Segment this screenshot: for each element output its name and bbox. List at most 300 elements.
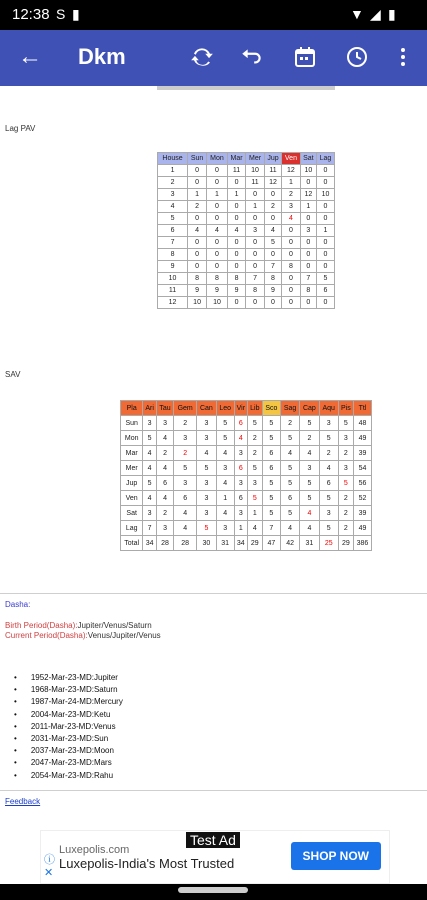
table-cell: 4 xyxy=(234,431,247,446)
table-cell: 5 xyxy=(319,431,338,446)
table-cell: 4 xyxy=(143,461,157,476)
table-cell: 1 xyxy=(246,201,264,213)
column-header: Gem xyxy=(174,401,197,416)
table-cell: 12 xyxy=(158,297,188,309)
table-cell: 5 xyxy=(247,491,262,506)
dasha-period-list xyxy=(14,672,123,782)
table-row xyxy=(121,521,372,536)
column-header: Vir xyxy=(234,401,247,416)
column-header: Aqu xyxy=(319,401,338,416)
table-cell: 4 xyxy=(216,476,234,491)
table-cell: 4 xyxy=(156,491,173,506)
table-cell: 3 xyxy=(300,225,316,237)
table-cell: 3 xyxy=(216,521,234,536)
table-cell: 0 xyxy=(207,237,228,249)
table-cell: 0 xyxy=(300,237,316,249)
column-header: Sag xyxy=(281,401,300,416)
table-row xyxy=(158,273,335,285)
table-cell: 2 xyxy=(338,446,353,461)
table-cell: 0 xyxy=(207,213,228,225)
table-cell: 10 xyxy=(207,297,228,309)
table-cell: 3 xyxy=(319,416,338,431)
table-cell: 3 xyxy=(197,506,217,521)
table-cell: 8 xyxy=(158,249,188,261)
table-cell: 6 xyxy=(234,416,247,431)
table-cell: Mar xyxy=(121,446,143,461)
signal-icon: ◢ xyxy=(370,6,381,22)
table-cell: 5 xyxy=(247,416,262,431)
table-cell: 2 xyxy=(247,431,262,446)
table-cell: 5 xyxy=(262,431,280,446)
test-ad-badge: Test Ad xyxy=(186,832,240,848)
table-cell: Sat xyxy=(121,506,143,521)
shop-now-button[interactable]: SHOP NOW xyxy=(291,842,381,870)
current-period xyxy=(5,631,161,640)
list-item: • 2031-Mar-23-MD:Sun xyxy=(14,733,123,745)
table-cell: 9 xyxy=(227,285,245,297)
table-cell: 0 xyxy=(316,213,334,225)
table-cell: 4 xyxy=(156,461,173,476)
table-cell: 42 xyxy=(281,536,300,551)
table-cell: 4 xyxy=(197,446,217,461)
ad-banner[interactable] xyxy=(40,830,390,884)
column-header: Pis xyxy=(338,401,353,416)
table-row xyxy=(121,536,372,551)
table-cell: 5 xyxy=(174,461,197,476)
table-cell: 10 xyxy=(300,165,316,177)
table-cell: 1 xyxy=(316,225,334,237)
table-cell: 0 xyxy=(227,213,245,225)
column-header: Sat xyxy=(300,153,316,165)
table-cell: 5 xyxy=(316,273,334,285)
table-cell: 10 xyxy=(316,189,334,201)
battery-icon: ▮ xyxy=(388,6,396,22)
column-header: Leo xyxy=(216,401,234,416)
table-cell: 7 xyxy=(264,261,281,273)
table-cell: 4 xyxy=(216,446,234,461)
table-cell: 4 xyxy=(247,521,262,536)
table-row xyxy=(121,476,372,491)
table-cell: 56 xyxy=(353,476,371,491)
list-item: • 2004-Mar-23-MD:Ketu xyxy=(14,709,123,721)
nav-bar xyxy=(0,884,427,900)
table-cell: 7 xyxy=(300,273,316,285)
table-cell: Mer xyxy=(121,461,143,476)
ad-headline: Luxepolis-India's Most Trusted xyxy=(59,856,235,871)
table-cell: 0 xyxy=(264,189,281,201)
column-header: Jup xyxy=(264,153,281,165)
table-cell: 0 xyxy=(227,177,245,189)
table-cell: 2 xyxy=(338,506,353,521)
more-vert-icon[interactable] xyxy=(389,43,417,71)
table-cell: 4 xyxy=(281,521,300,536)
table-cell: 0 xyxy=(282,225,301,237)
table-cell: 0 xyxy=(246,249,264,261)
table-cell: 1 xyxy=(282,177,301,189)
table-cell: 5 xyxy=(281,476,300,491)
undo-icon[interactable] xyxy=(238,43,266,71)
table-cell: 0 xyxy=(282,249,301,261)
table-cell: 49 xyxy=(353,431,371,446)
table-cell: 5 xyxy=(197,521,217,536)
table-cell: 7 xyxy=(246,273,264,285)
table-cell: 30 xyxy=(197,536,217,551)
table-cell: 2 xyxy=(174,446,197,461)
sav-table xyxy=(120,400,372,551)
table-cell: 8 xyxy=(207,273,228,285)
column-header: Ven xyxy=(282,153,301,165)
table-cell: 3 xyxy=(143,506,157,521)
ad-source: Luxepolis.com xyxy=(59,844,130,856)
table-cell: 8 xyxy=(282,261,301,273)
table-cell: 3 xyxy=(300,461,320,476)
table-cell: 0 xyxy=(227,201,245,213)
table-row xyxy=(158,213,335,225)
table-cell: 3 xyxy=(234,506,247,521)
table-cell: 11 xyxy=(227,165,245,177)
column-header: Tau xyxy=(156,401,173,416)
app-bar xyxy=(0,30,427,86)
table-cell: 31 xyxy=(216,536,234,551)
table-cell: 4 xyxy=(143,446,157,461)
table-cell: 0 xyxy=(264,249,281,261)
table-cell: 0 xyxy=(227,261,245,273)
refresh-icon[interactable] xyxy=(188,43,216,71)
table-cell: 0 xyxy=(316,177,334,189)
table-cell: 0 xyxy=(282,273,301,285)
table-cell: 4 xyxy=(281,446,300,461)
table-cell: 4 xyxy=(174,521,197,536)
table-cell: 5 xyxy=(247,461,262,476)
table-cell: 0 xyxy=(207,249,228,261)
table-cell: 0 xyxy=(207,165,228,177)
table-row xyxy=(158,189,335,201)
column-header: Cap xyxy=(300,401,320,416)
table-cell: 1 xyxy=(234,521,247,536)
table-cell: 12 xyxy=(264,177,281,189)
table-cell: 3 xyxy=(143,416,157,431)
table-cell: 4 xyxy=(174,506,197,521)
table-cell: 9 xyxy=(158,261,188,273)
column-header: Mar xyxy=(227,153,245,165)
table-cell: 8 xyxy=(300,285,316,297)
table-cell: 5 xyxy=(262,506,280,521)
table-cell: 0 xyxy=(188,237,207,249)
table-cell: 3 xyxy=(246,225,264,237)
table-cell: 7 xyxy=(158,237,188,249)
table-cell: 3 xyxy=(234,476,247,491)
table-cell: 0 xyxy=(282,285,301,297)
table-cell: 2 xyxy=(158,177,188,189)
birth-period-value: Jupiter/Venus/Saturn xyxy=(77,621,152,630)
table-cell: 7 xyxy=(262,521,280,536)
table-cell: 2 xyxy=(156,506,173,521)
status-bar xyxy=(0,0,427,30)
table-cell: 0 xyxy=(207,201,228,213)
table-cell: 0 xyxy=(264,297,281,309)
table-cell: 1 xyxy=(216,491,234,506)
table-cell: 0 xyxy=(188,177,207,189)
table-cell: 5 xyxy=(216,431,234,446)
table-cell: 10 xyxy=(188,297,207,309)
sim-icon: S xyxy=(56,6,66,22)
table-cell: 2 xyxy=(300,431,320,446)
table-cell: 6 xyxy=(156,476,173,491)
table-cell: 4 xyxy=(300,506,320,521)
table-cell: 7 xyxy=(143,521,157,536)
table-cell: 1 xyxy=(207,189,228,201)
table-cell: 2 xyxy=(338,491,353,506)
table-cell: 49 xyxy=(353,521,371,536)
ad-close-icon[interactable]: ✕ xyxy=(44,867,54,879)
table-cell: 39 xyxy=(353,506,371,521)
table-cell: 0 xyxy=(207,177,228,189)
column-header: Lib xyxy=(247,401,262,416)
table-cell: 12 xyxy=(300,189,316,201)
table-cell: 0 xyxy=(188,165,207,177)
list-item: • 1968-Mar-23-MD:Saturn xyxy=(14,684,123,696)
dasha-title: Dasha: xyxy=(5,600,31,609)
table-cell: 2 xyxy=(281,416,300,431)
lag-pav-label: Lag PAV xyxy=(5,124,36,133)
table-cell: 6 xyxy=(234,461,247,476)
table-cell: Sun xyxy=(121,416,143,431)
divider xyxy=(0,790,427,791)
table-cell: 5 xyxy=(300,491,320,506)
table-cell: 2 xyxy=(264,201,281,213)
table-row xyxy=(158,297,335,309)
list-item: • 2011-Mar-23-MD:Venus xyxy=(14,721,123,733)
calendar-icon[interactable] xyxy=(291,43,319,71)
table-cell: 11 xyxy=(246,177,264,189)
table-cell: 11 xyxy=(158,285,188,297)
column-header: Sco xyxy=(262,401,280,416)
pav-table xyxy=(157,152,335,309)
list-item: • 1987-Mar-24-MD:Mercury xyxy=(14,696,123,708)
table-cell: 0 xyxy=(246,297,264,309)
table-cell: 12 xyxy=(282,165,301,177)
table-cell: 0 xyxy=(282,237,301,249)
table-cell: 3 xyxy=(156,521,173,536)
table-cell: 6 xyxy=(158,225,188,237)
table-cell: 4 xyxy=(300,521,320,536)
table-cell: 0 xyxy=(246,261,264,273)
table-cell: 0 xyxy=(188,249,207,261)
table-cell: 3 xyxy=(338,431,353,446)
table-cell: 2 xyxy=(338,521,353,536)
table-cell: 5 xyxy=(281,431,300,446)
table-cell: 47 xyxy=(262,536,280,551)
table-cell: 4 xyxy=(143,491,157,506)
table-cell: 3 xyxy=(156,416,173,431)
table-cell: 54 xyxy=(353,461,371,476)
table-cell: 0 xyxy=(246,189,264,201)
table-cell: 6 xyxy=(316,285,334,297)
table-cell: 6 xyxy=(174,491,197,506)
table-cell: 5 xyxy=(300,416,320,431)
table-row xyxy=(121,491,372,506)
table-cell: 2 xyxy=(174,416,197,431)
table-cell: 5 xyxy=(197,461,217,476)
table-cell: 386 xyxy=(353,536,371,551)
table-cell: 9 xyxy=(188,285,207,297)
table-row xyxy=(158,237,335,249)
birth-period xyxy=(5,621,152,630)
table-cell: 4 xyxy=(319,461,338,476)
table-cell: 5 xyxy=(281,506,300,521)
table-cell: Total xyxy=(121,536,143,551)
column-header: Sun xyxy=(188,153,207,165)
table-cell: 3 xyxy=(174,431,197,446)
table-cell: 29 xyxy=(247,536,262,551)
current-period-value: Venus/Jupiter/Venus xyxy=(87,631,161,640)
table-cell: 2 xyxy=(156,446,173,461)
table-cell: 4 xyxy=(188,225,207,237)
table-cell: 0 xyxy=(316,249,334,261)
table-cell: 3 xyxy=(197,491,217,506)
table-cell: 6 xyxy=(319,476,338,491)
page-title: Dkm xyxy=(78,44,126,69)
table-cell: 0 xyxy=(300,261,316,273)
table-cell: 0 xyxy=(188,261,207,273)
table-cell: Ven xyxy=(121,491,143,506)
table-cell: 6 xyxy=(262,446,280,461)
table-cell: 10 xyxy=(246,165,264,177)
table-cell: 3 xyxy=(319,506,338,521)
table-cell: 25 xyxy=(319,536,338,551)
divider xyxy=(0,593,427,594)
table-cell: 2 xyxy=(188,201,207,213)
table-cell: 0 xyxy=(316,165,334,177)
table-cell: 5 xyxy=(143,431,157,446)
table-cell: 28 xyxy=(156,536,173,551)
table-cell: 3 xyxy=(234,446,247,461)
table-cell: 52 xyxy=(353,491,371,506)
table-cell: 0 xyxy=(300,213,316,225)
table-cell: 29 xyxy=(338,536,353,551)
table-row xyxy=(121,506,372,521)
table-cell: 0 xyxy=(207,261,228,273)
column-header: Pla xyxy=(121,401,143,416)
table-cell: 5 xyxy=(338,476,353,491)
table-cell: 8 xyxy=(264,273,281,285)
table-cell: 10 xyxy=(158,273,188,285)
storage-icon: ▮ xyxy=(72,6,80,22)
sav-label: SAV xyxy=(5,370,21,379)
table-cell: 0 xyxy=(246,237,264,249)
table-cell: 0 xyxy=(316,237,334,249)
table-cell: 3 xyxy=(338,461,353,476)
wifi-icon: ▼ xyxy=(350,6,364,22)
list-item: • 2037-Mar-23-MD:Moon xyxy=(14,745,123,757)
home-gesture-handle[interactable] xyxy=(178,887,248,893)
table-cell: 5 xyxy=(158,213,188,225)
table-cell: 5 xyxy=(216,416,234,431)
table-cell: 4 xyxy=(158,201,188,213)
table-cell: 39 xyxy=(353,446,371,461)
table-cell: 48 xyxy=(353,416,371,431)
table-cell: 0 xyxy=(264,213,281,225)
table-cell: 0 xyxy=(300,249,316,261)
table-cell: 31 xyxy=(300,536,320,551)
table-row xyxy=(158,261,335,273)
table-cell: 5 xyxy=(319,521,338,536)
table-cell: 3 xyxy=(174,476,197,491)
table-row xyxy=(121,461,372,476)
table-cell: 34 xyxy=(143,536,157,551)
table-cell: 0 xyxy=(300,177,316,189)
column-header: Mer xyxy=(246,153,264,165)
column-header: Can xyxy=(197,401,217,416)
table-cell: 2 xyxy=(282,189,301,201)
table-cell: 1 xyxy=(158,165,188,177)
table-cell: 5 xyxy=(262,491,280,506)
feedback-link[interactable]: Feedback xyxy=(5,797,41,806)
table-cell: 4 xyxy=(264,225,281,237)
birth-period-label: Birth Period(Dasha): xyxy=(5,621,78,630)
table-cell: 6 xyxy=(281,491,300,506)
table-cell: 2 xyxy=(319,446,338,461)
table-cell: Lag xyxy=(121,521,143,536)
table-cell: 4 xyxy=(300,446,320,461)
table-cell: 0 xyxy=(227,297,245,309)
table-row xyxy=(158,225,335,237)
list-item: • 2054-Mar-23-MD:Rahu xyxy=(14,770,123,782)
table-cell: 9 xyxy=(264,285,281,297)
table-cell: 8 xyxy=(188,273,207,285)
table-cell: 0 xyxy=(282,297,301,309)
table-row xyxy=(158,177,335,189)
table-cell: 5 xyxy=(319,491,338,506)
table-row xyxy=(121,431,372,446)
table-cell: 1 xyxy=(247,506,262,521)
table-cell: 4 xyxy=(282,213,301,225)
table-cell: 0 xyxy=(246,213,264,225)
ad-info-icon[interactable]: ⓘ xyxy=(44,854,55,866)
table-cell: 6 xyxy=(262,461,280,476)
table-cell: 0 xyxy=(316,297,334,309)
table-row xyxy=(158,249,335,261)
table-cell: 34 xyxy=(234,536,247,551)
table-cell: 5 xyxy=(338,416,353,431)
table-cell: 8 xyxy=(246,285,264,297)
table-cell: 5 xyxy=(281,461,300,476)
table-cell: 3 xyxy=(197,416,217,431)
table-cell: 3 xyxy=(158,189,188,201)
column-header: Ttl xyxy=(353,401,371,416)
table-cell: 5 xyxy=(143,476,157,491)
table-cell: 0 xyxy=(227,237,245,249)
table-cell: 1 xyxy=(227,189,245,201)
table-cell: 1 xyxy=(188,189,207,201)
table-cell: 5 xyxy=(262,416,280,431)
table-cell: 3 xyxy=(197,476,217,491)
clock-icon[interactable] xyxy=(343,43,371,71)
table-cell: 5 xyxy=(264,237,281,249)
table-cell: 4 xyxy=(207,225,228,237)
back-arrow-icon[interactable]: ← xyxy=(18,43,42,70)
table-row xyxy=(158,285,335,297)
table-cell: 3 xyxy=(216,461,234,476)
table-cell: Jup xyxy=(121,476,143,491)
table-cell: 3 xyxy=(247,476,262,491)
table-row xyxy=(158,201,335,213)
column-header: Ari xyxy=(143,401,157,416)
column-header: House xyxy=(158,153,188,165)
column-header: Lag xyxy=(316,153,334,165)
table-cell: 8 xyxy=(227,273,245,285)
table-cell: 0 xyxy=(316,201,334,213)
